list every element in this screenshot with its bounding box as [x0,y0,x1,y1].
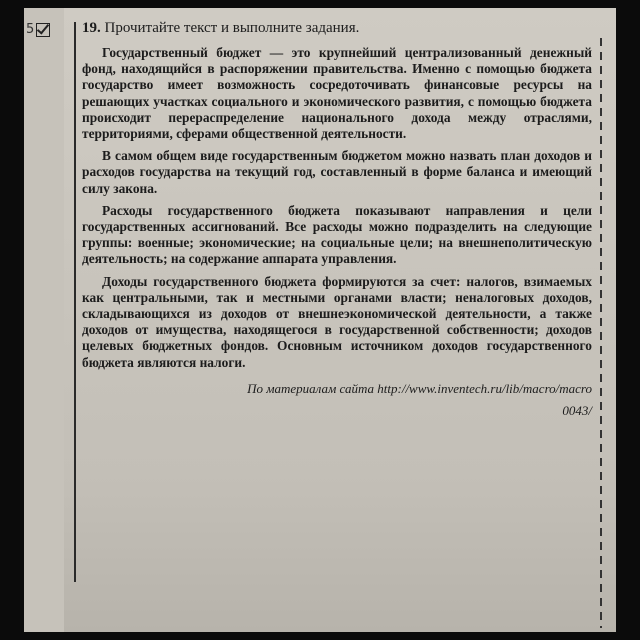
task-heading [82,20,592,37]
task-marker [26,22,50,37]
task-content [82,20,592,419]
paragraph-2: В самом общем виде государственным бюджетом можно назвать план доходов и расходов государства на текущий год, составленный в форме баланса и имеющий силу закона. [82,148,592,196]
task-instruction: Прочитайте текст и выполните задания. [104,20,360,36]
checkbox-icon[interactable] [36,23,50,37]
source-citation: По материалам сайта http://www.inventech.ru/lib/macro/macro [247,380,592,396]
paragraph-1: Государственный бюджет — это крупнейший централизованный денежный фонд, находящийся в распоряжении правительства. Именно с помощью бюджета государство имеет возможность сосредоточивать финансовые ресурсы на решающих участках социального и экономического развития, с помощью бюджета происходит перераспределение национального дохода между отраслями, территориями, сферами общественной деятельности. [82,45,592,142]
page-margin [24,8,64,632]
task-number: 19. [82,20,101,36]
textbook-page [24,8,616,632]
dashed-cut-line [600,38,602,628]
task-marker-prefix: 5 [26,22,35,37]
paragraph-3: Расходы государственного бюджета показывают направления и цели государственных ассигнований. Все расходы можно подразделить на следующие группы: военные; экономические; на социальные цели; на внешнеполитическую деятельность; на содержание аппарата управления. [82,202,592,267]
source-code: 0043/ [562,402,592,418]
margin-line [74,22,76,582]
paragraph-4: Доходы государственного бюджета формируются за счет: налогов, взимаемых как центральными, так и местными органами власти; неналоговых доходов, складывающихся из доходов от внешнеэкономической деятельности, а также доходов от имущества, находящегося в государственной собственности; доходов целевых бюджетных фондов. Основным источником доходов государственного бюджета являются налоги. [82,273,592,370]
